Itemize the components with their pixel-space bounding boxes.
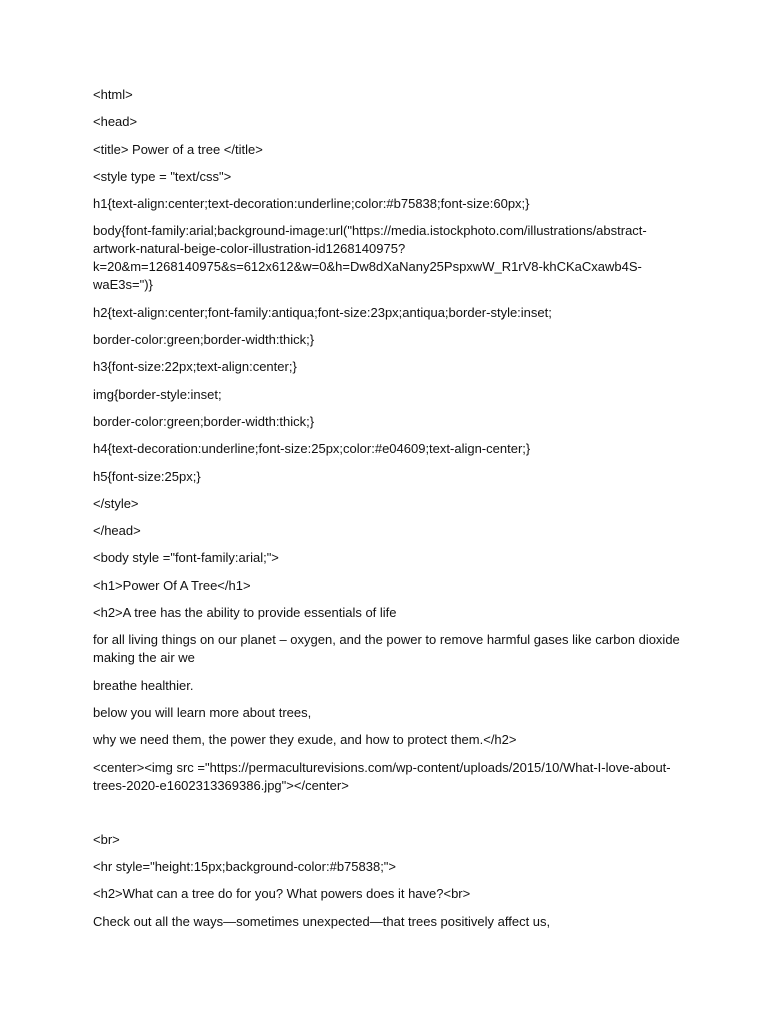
code-line-title: <title> Power of a tree </title> xyxy=(93,141,263,157)
code-line-h1-rule: h1{text-align:center;text-decoration:underline;color:#b75838;font-size:60px;} xyxy=(93,196,530,212)
code-line-img-rule: img{border-style:inset; xyxy=(93,386,222,402)
code-line-h2-question: <h2>What can a tree do for you? What powers does it have?<br> xyxy=(93,886,471,902)
code-line-head-open: <head> xyxy=(93,114,138,130)
code-line-learn-text: below you will learn more about trees, xyxy=(93,704,312,720)
code-line-h2-border: border-color:green;border-width:thick;} xyxy=(93,332,315,348)
blank-line xyxy=(93,804,683,831)
code-line-h5-rule: h5{font-size:25px;} xyxy=(93,468,201,484)
code-line-body-rule: body{font-family:arial;background-image:url("https://media.istockphoto.com/illustrations/abstract-artwork-natural-beige-color-illustration-id1268140975?k=20&m=1268140975&s=612x612&w=0&h=Dw8dXaNany25PspxwW_R1rV8-khCKaCxawb4S-waE3s=")} xyxy=(93,223,647,293)
code-line-body-open: <body style ="font-family:arial;"> xyxy=(93,550,279,566)
code-line-breathe-text: breathe healthier. xyxy=(93,677,194,693)
code-line-style-close: </style> xyxy=(93,495,139,511)
code-line-why-text: why we need them, the power they exude, and how to protect them.</h2> xyxy=(93,732,517,748)
code-line-h2-intro: <h2>A tree has the ability to provide essentials of life xyxy=(93,605,397,621)
code-line-oxygen-text: for all living things on our planet – oxygen, and the power to remove harmful gases like carbon dioxide making the air we xyxy=(93,632,684,666)
code-line-img-border: border-color:green;border-width:thick;} xyxy=(93,413,315,429)
code-line-html-open: <html> xyxy=(93,87,133,102)
code-line-center-img: <center><img src ="https://permaculturevisions.com/wp-content/uploads/2015/10/What-I-love-about-trees-2020-e1602313369386.jpg"></center> xyxy=(93,759,671,793)
code-line-style-open: <style type = "text/css"> xyxy=(93,168,232,184)
code-line-h3-rule: h3{font-size:22px;text-align:center;} xyxy=(93,359,297,375)
code-line-check-out: Check out all the ways—sometimes unexpected—that trees positively affect us, xyxy=(93,913,551,929)
code-line-hr: <hr style="height:15px;background-color:#b75838;"> xyxy=(93,859,397,875)
document-page xyxy=(93,86,683,940)
code-line-h4-rule: h4{text-decoration:underline;font-size:25px;color:#e04609;text-align-center;} xyxy=(93,441,531,457)
code-line-h1-element: <h1>Power Of A Tree</h1> xyxy=(93,577,251,593)
code-line-br: <br> xyxy=(93,831,120,847)
code-line-head-close: </head> xyxy=(93,523,141,539)
code-line-h2-rule: h2{text-align:center;font-family:antiqua;font-size:23px;antiqua;border-style:inset; xyxy=(93,304,552,320)
